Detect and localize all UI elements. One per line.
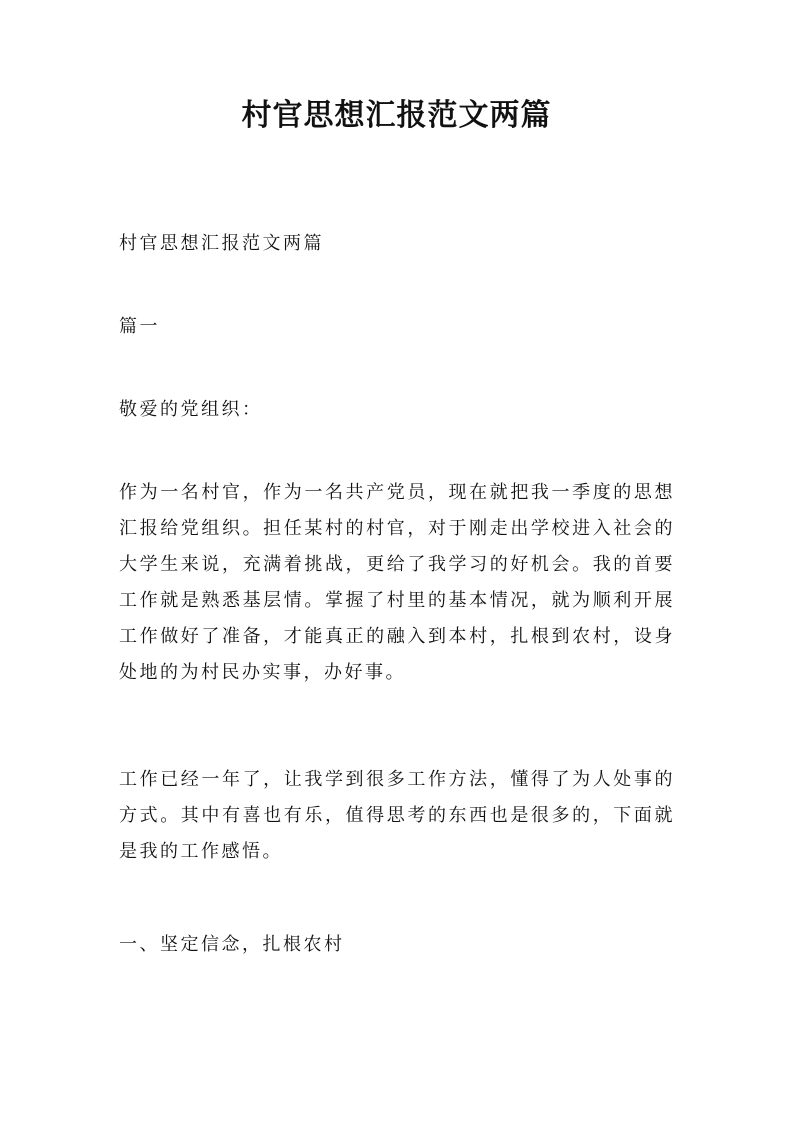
body-paragraph: 工作已经一年了，让我学到很多工作方法，懂得了为人处事的方式。其中有喜也有乐，值得思考的东西也是很多的，下面就是我的工作感悟。: [119, 769, 675, 862]
body-paragraph: 作为一名村官，作为一名共产党员，现在就把我一季度的思想汇报给党组织。担任某村的村官，对于刚走出学校进入社会的大学生来说，充满着挑战，更给了我学习的好机会。我的首要工作就是熟悉基层情。掌握了村里的基本情况，就为顺利开展工作做好了准备，才能真正的融入到本村，扎根到农村，设身处地的为村民办实事，办好事。: [119, 482, 675, 683]
document-title: 村官思想汇报范文两篇: [241, 98, 552, 133]
document-subtitle: 村官思想汇报范文两篇: [119, 233, 324, 254]
section-heading: 一、坚定信念，扎根农村: [119, 934, 345, 955]
section-label: 篇一: [119, 316, 160, 337]
salutation: 敬爱的党组织：: [119, 399, 263, 420]
